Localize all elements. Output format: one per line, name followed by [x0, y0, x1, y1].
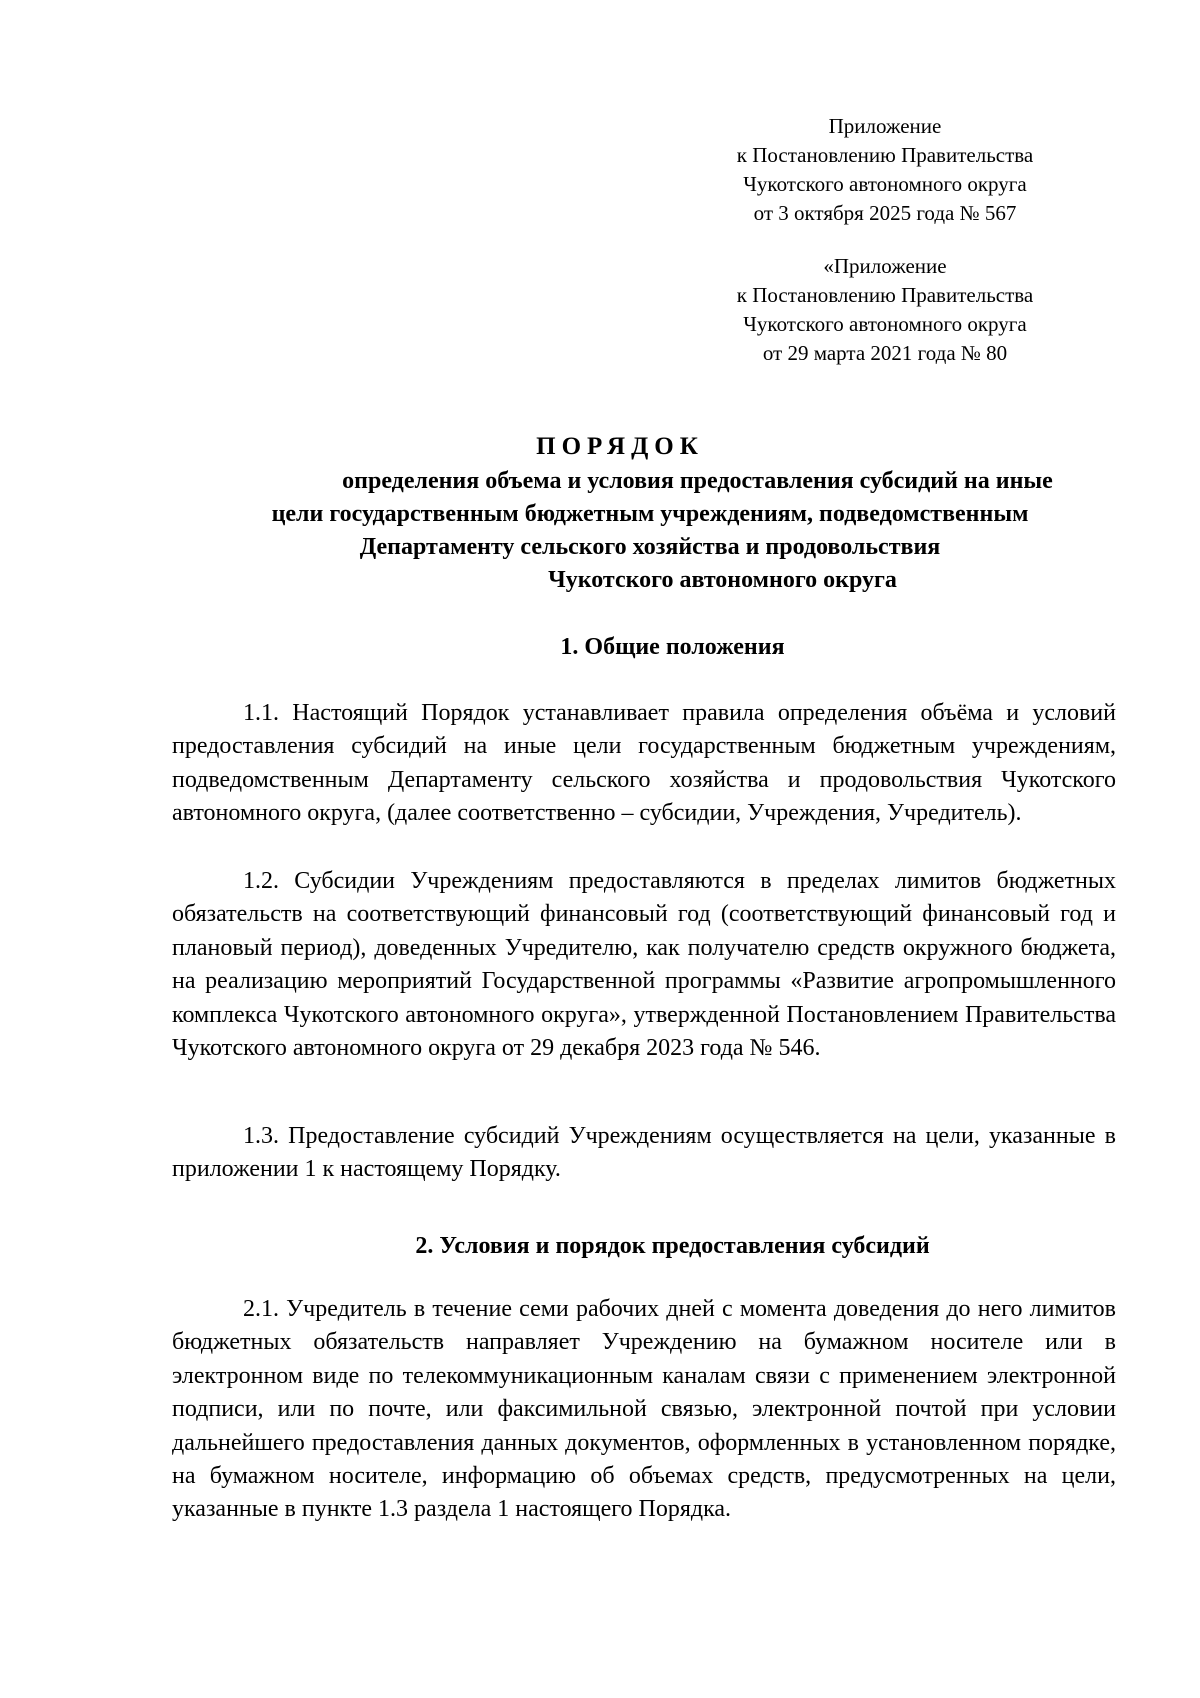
approval-line: от 29 марта 2021 года № 80 — [762, 341, 1008, 365]
document-subtitle — [170, 465, 1130, 597]
paragraph-2-1: 2.1. Учредитель в течение семи рабочих дней с момента доведения до него лимитов бюджетных обязательств направляет Учреждению на бумажном носителе или в электронном виде по телекоммуникационным каналам связи с применением электронной подписи, или по почте, или факсимильной связью, электронной почтой при условии дальнейшего предоставления данных документов, оформленных в установленном порядке, на бумажном носителе, информацию об объемах средств, предусмотренных на цели, указанные в пункте 1.3 раздела 1 настоящего Порядка. — [172, 1296, 1116, 1523]
paragraph-1-3: 1.3. Предоставление субсидий Учреждениям осуществляется на цели, указанные в приложении 1 к настоящему Порядку. — [172, 1123, 1116, 1183]
document-title: ПОРЯДОК — [536, 433, 704, 460]
subtitle-line: определения объема и условия предоставления субсидий на иные — [342, 468, 1053, 494]
section-heading: 2. Условия и порядок предоставления субсидий — [415, 1233, 930, 1259]
approval-line: Чукотского автономного округа — [743, 172, 1027, 196]
paragraph-1-2: 1.2. Субсидии Учреждениям предоставляются в пределах лимитов бюджетных обязательств на соответствующий финансовый год (соответствующий финансовый год и плановый период), доведенных Учредителю, как получателю средств окружного бюджета, на реализацию мероприятий Государственной программы «Развитие агропромышленного комплекса Чукотского автономного округа», утвержденной Постановлением Правительства Чукотского автономного округа от 29 декабря 2023 года № 546. — [172, 868, 1116, 1062]
approval-line: Приложение — [828, 114, 942, 138]
section-heading: 1. Общие положения — [560, 634, 785, 660]
subtitle-line: цели государственным бюджетным учреждениям, подведомственным — [271, 501, 1029, 527]
subtitle-line: Департаменту сельского хозяйства и продовольствия — [359, 534, 941, 560]
approval-line: к Постановлению Правительства — [736, 143, 1034, 167]
approval-block-current — [720, 112, 1050, 228]
approval-line: к Постановлению Правительства — [736, 283, 1034, 307]
approval-line: от 3 октября 2025 года № 567 — [753, 201, 1017, 225]
approval-line: Чукотского автономного округа — [743, 312, 1027, 336]
approval-block-original — [720, 252, 1050, 368]
paragraph-1-1: 1.1. Настоящий Порядок устанавливает правила определения объёма и условий предоставления субсидий на иные цели государственным бюджетным учреждениям, подведомственным Департаменту сельского хозяйства и продовольствия Чукотского автономного округа, (далее соответственно – субсидии, Учреждения, Учредитель). — [172, 700, 1116, 827]
subtitle-line: Чукотского автономного округа — [548, 567, 897, 593]
approval-line: «Приложение — [823, 254, 947, 278]
